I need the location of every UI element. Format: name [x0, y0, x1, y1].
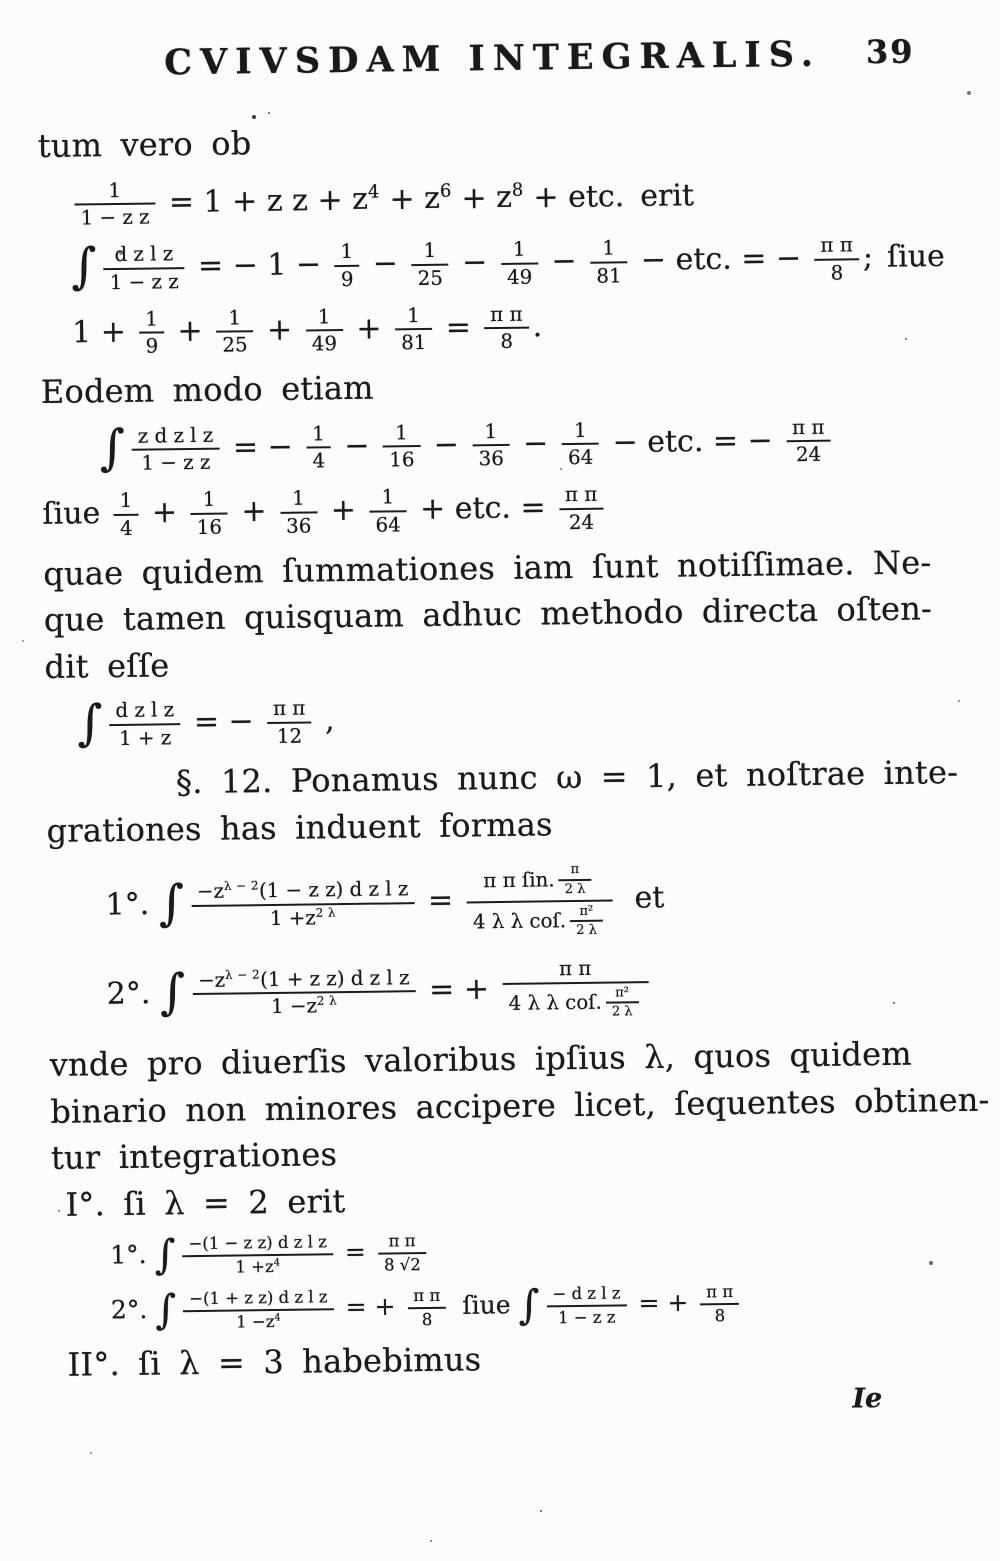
numerator: π π — [814, 232, 859, 260]
numerator: 1 — [280, 486, 318, 514]
power: $z^{2 \lambda}$ — [305, 906, 336, 930]
fraction — [216, 305, 254, 359]
fraction — [305, 304, 343, 358]
text-line: quae quidem ſummationes iam ſunt notiſſimae. Ne- — [43, 542, 955, 596]
numerator: z d z l z — [132, 422, 220, 451]
fraction — [334, 239, 359, 293]
denominator: 4 — [114, 516, 139, 542]
numerator: 1 — [395, 302, 433, 330]
fraction — [113, 488, 138, 542]
text-line: dit eſſe — [44, 635, 956, 689]
exponent: 4 — [274, 1258, 281, 1269]
denominator: 24 — [559, 510, 604, 536]
numerator: 1 — [305, 304, 343, 332]
denominator: 2 λ — [570, 922, 603, 940]
numerator: 1 — [383, 420, 421, 448]
fraction — [190, 487, 228, 541]
text-line: II°. ſi λ = 3 habebimus — [53, 1332, 965, 1386]
exponent: 4 — [274, 1312, 281, 1323]
denominator: 1 − z z — [132, 450, 220, 477]
text-line: tum vero ob — [37, 114, 949, 168]
numerator: 1 — [369, 484, 407, 512]
fraction — [74, 177, 156, 232]
formula-line: $\frac{1}{\text{1 − z z}}$ = 1 + z $z + z^4 + z^6 + z^8$ + etc. erit — [38, 167, 951, 232]
denominator: 25 — [216, 333, 254, 359]
formula-line: 1°. ∫ − $z^{\lambda - 2}$ (1 − z z) d z l z 1 + $z^{2 \lambda}$ = π π ſin. $\frac{\pi}{2 \lambda}$ 4 λ λ coſ. $\frac{\text{π²}}{2 \lambda}$ et — [47, 855, 960, 948]
formula-line: ſiue $\frac{1}{4}$ + $\frac{1}{16}$ + $\frac{1}{36}$ + $\frac{1}{64}$ + etc. = $\frac{\text{π π}}{24}$ — [42, 477, 955, 542]
text-line: I°. ſi λ = 2 erit — [51, 1173, 963, 1227]
numerator: π π ſin. $\frac{\pi}{2 \lambda}$ — [466, 860, 612, 903]
exponent: λ − 2 — [224, 878, 259, 892]
denominator: 8 — [484, 329, 529, 355]
numerator: π π — [484, 301, 529, 329]
formula-line: ∫ $\frac{\text{d z l z}}{\text{1 − z z}}$ = − 1 − $\frac{1}{9}$ − $\frac{1}{25}$ − $\frac{1}{49}$ − $\frac{1}{81}$ − etc. = − $\frac{\text{π π}}{8}$ ; ſiue — [39, 231, 952, 296]
running-title: CVIVSDAM INTEGRALIS. — [164, 34, 821, 84]
denominator: 9 — [139, 334, 164, 360]
integral-sign: ∫ — [159, 884, 185, 923]
fraction — [139, 306, 164, 360]
denominator: 1 + z — [110, 725, 181, 752]
fraction — [267, 696, 312, 750]
fraction — [546, 1282, 627, 1329]
fraction — [407, 1285, 447, 1331]
integral-sign: ∫ — [99, 429, 125, 468]
fraction — [814, 232, 859, 286]
fraction — [280, 486, 318, 540]
catchword: Ie — [54, 1382, 966, 1425]
numerator: π π — [407, 1285, 446, 1309]
text-line: que tamen quisquam adhuc methodo directa oſten- — [44, 588, 956, 642]
numerator: 1 — [472, 419, 510, 447]
formula-line: 2°. ∫ −(1 + z z) d z l z 1 − $z^4$ = + $\frac{\text{π π}}{8}$ ſiue ∫ $\frac{\text{− d z l z}}{\text{1 − z z}}$ = + $\frac{\text{π π}}{8}$ — [53, 1278, 966, 1336]
numerator: π π — [378, 1230, 427, 1254]
fraction — [103, 241, 185, 296]
fraction — [472, 419, 510, 473]
exponent: 2 λ — [317, 994, 338, 1008]
fraction — [570, 902, 603, 940]
formula-line: 1°. ∫ −(1 − z z) d z l z 1 + $z^4$ = $\frac{\text{π π}}{8 √2}$ — [52, 1223, 965, 1281]
fraction — [378, 1230, 427, 1276]
scan-noise — [0, 0, 2, 2]
numerator: 1 — [501, 237, 539, 265]
numerator: π π — [559, 482, 604, 510]
denominator: 25 — [411, 265, 449, 291]
formula-line: 1 + $\frac{1}{9}$ + $\frac{1}{25}$ + $\frac{1}{49}$ + $\frac{1}{81}$ = $\frac{\text{π π}}{8}$ . — [40, 296, 953, 361]
fraction — [466, 860, 613, 943]
fraction — [109, 698, 180, 752]
denominator: 8 √2 — [378, 1254, 427, 1276]
text-line: tur integrationes — [51, 1126, 963, 1180]
fraction — [132, 422, 220, 477]
power: $z^4$ — [352, 182, 380, 217]
denominator: 4 λ λ coſ. $\frac{\text{π²}}{2 \lambda}$ — [502, 983, 648, 1024]
power: $z^{\lambda - 2}$ — [213, 879, 259, 903]
exponent: 8 — [512, 180, 524, 201]
fraction — [558, 861, 591, 899]
numerator: 1 — [139, 306, 164, 334]
numerator: d z l z — [103, 241, 184, 270]
numerator: 1 — [334, 239, 359, 267]
fraction — [369, 484, 407, 538]
denominator: 81 — [395, 330, 433, 356]
numerator: 1 — [562, 417, 600, 445]
numerator: π π — [786, 414, 831, 442]
fraction — [590, 235, 628, 289]
denominator: 16 — [383, 447, 421, 473]
denominator: 12 — [267, 724, 312, 750]
fraction — [501, 237, 539, 291]
denominator: 1 + $z^4$ — [183, 1255, 334, 1279]
denominator: 8 — [700, 1305, 739, 1327]
denominator: 36 — [473, 446, 511, 472]
denominator: 8 — [815, 260, 860, 286]
power: $z^4$ — [266, 1312, 282, 1332]
integral-sign: ∫ — [77, 704, 103, 743]
denominator: 36 — [280, 513, 318, 539]
denominator: 1 − $z^4$ — [183, 1310, 334, 1334]
numerator: π π — [502, 955, 648, 985]
fraction — [606, 984, 639, 1022]
fraction — [502, 955, 649, 1024]
fraction — [411, 238, 449, 292]
fraction — [786, 414, 831, 468]
fraction — [562, 417, 600, 471]
fraction — [700, 1281, 740, 1327]
denominator: 4 — [306, 449, 331, 475]
fraction — [383, 420, 421, 474]
power: $z^4$ — [265, 1257, 281, 1277]
denominator: 2 λ — [606, 1003, 639, 1021]
denominator: 49 — [501, 264, 539, 290]
denominator: 1 − z z — [547, 1306, 627, 1329]
numerator: −(1 − z z) d z l z — [182, 1232, 333, 1258]
denominator: 81 — [590, 263, 628, 289]
numerator: π π — [700, 1281, 739, 1305]
exponent: 2 λ — [316, 905, 337, 919]
page-body — [37, 114, 965, 1386]
exponent: λ − 2 — [225, 967, 260, 981]
numerator: π² — [570, 902, 603, 922]
denominator: 64 — [562, 445, 600, 471]
denominator: 2 λ — [559, 881, 592, 899]
denominator: 9 — [335, 267, 360, 293]
numerator: 1 — [590, 235, 628, 263]
numerator: 1 — [190, 487, 228, 515]
fraction — [192, 965, 416, 1021]
fraction — [306, 421, 331, 475]
denominator: 8 — [407, 1308, 446, 1330]
denominator: 16 — [191, 514, 229, 540]
integral-sign: ∫ — [160, 973, 186, 1012]
numerator: 1 — [216, 305, 254, 333]
text-line: §. 12. Ponamus nunc ω = 1, et noſtrae inte- — [46, 752, 958, 806]
denominator: 1 − z z — [74, 205, 155, 232]
numerator: π — [558, 861, 591, 881]
formula-line: ∫ $\frac{\text{z d z l z}}{\text{1 − z z}}$ = − $\frac{1}{4}$ − $\frac{1}{16}$ − $\frac{1}{36}$ − $\frac{1}{64}$ − etc. = − $\frac{\text{π π}}{24}$ — [41, 413, 954, 478]
integral-sign: ∫ — [71, 248, 97, 287]
text-line: grationes has induent formas — [46, 799, 958, 853]
numerator: 1 — [74, 177, 155, 206]
denominator: 1 − $z^{2 \lambda}$ — [192, 993, 416, 1022]
numerator: d z l z — [109, 698, 180, 727]
fraction — [191, 876, 415, 932]
text-line: Eodem modo etiam — [41, 360, 953, 414]
denominator: 1 + $z^{2 \lambda}$ — [191, 904, 415, 933]
numerator: − d z l z — [546, 1282, 626, 1307]
power: $z^{2 \lambda}$ — [306, 995, 337, 1019]
numerator: − $z^{\lambda - 2}$ (1 − z z) d z l z — [191, 876, 415, 907]
denominator: 24 — [786, 442, 831, 468]
numerator: −(1 + z z) d z l z — [183, 1286, 334, 1312]
denominator: 4 λ λ coſ. $\frac{\text{π²}}{2 \lambda}$ — [467, 901, 613, 942]
power: $z^{\lambda - 2}$ — [215, 968, 261, 992]
formula-line: 2°. ∫ − $z^{\lambda - 2}$ (1 + z z) d z l z 1 − $z^{2 \lambda}$ = + π π 4 λ λ coſ. $\frac{\text{π²}}{2 \lambda}$ — [48, 951, 961, 1030]
integral-sign: ∫ — [154, 1239, 176, 1272]
fraction — [484, 301, 529, 355]
numerator: π² — [606, 984, 639, 1004]
fraction — [559, 482, 604, 536]
numerator: 1 — [306, 421, 331, 449]
formula-line: ∫ $\frac{\text{d z l z}}{1 + z}$ = − $\frac{\text{π π}}{12}$ , — [45, 687, 958, 752]
denominator: 49 — [306, 331, 344, 357]
denominator: 1 − z z — [104, 269, 185, 296]
numerator: 1 — [411, 238, 449, 266]
text-line: binario non minores accipere licet, ſequentes obtinen- — [50, 1080, 962, 1134]
numerator: 1 — [113, 488, 138, 516]
text-line: vnde pro diuerſis valoribus ipſius λ, quos quidem — [49, 1033, 961, 1087]
numerator: − $z^{\lambda - 2}$ (1 + z z) d z l z — [192, 965, 416, 996]
integral-sign: ∫ — [518, 1288, 540, 1321]
power: $z^8$ — [496, 180, 524, 215]
page-header — [36, 32, 949, 96]
power: $z^6$ — [424, 181, 452, 216]
fraction — [395, 302, 433, 356]
numerator: π π — [267, 696, 312, 724]
denominator: 64 — [369, 512, 407, 538]
exponent: 4 — [368, 182, 380, 203]
exponent: 6 — [440, 181, 452, 202]
fraction — [183, 1286, 334, 1334]
page-number: 39 — [866, 33, 915, 72]
fraction — [182, 1232, 333, 1280]
integral-sign: ∫ — [155, 1293, 177, 1326]
